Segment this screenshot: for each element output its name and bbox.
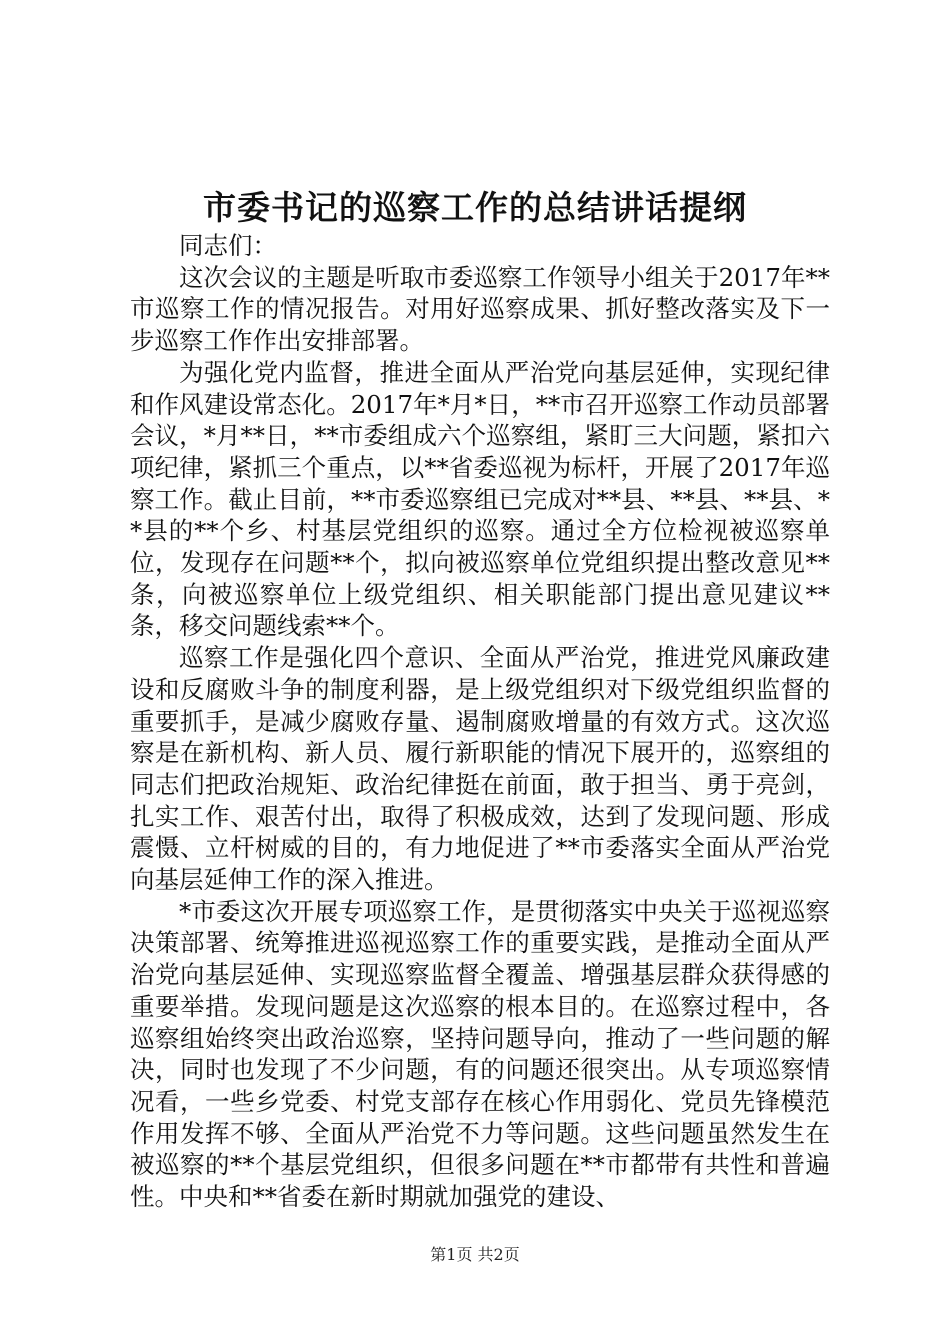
paragraph-1: 这次会议的主题是听取市委巡察工作领导小组关于2017年**市巡察工作的情况报告。对用好巡察成果、抓好整改落实及下一步巡察工作作出安排部署。	[130, 262, 830, 356]
document-body	[130, 230, 830, 1213]
page-footer: 第1页 共2页	[430, 1245, 520, 1264]
document-title: 市委书记的巡察工作的总结讲话提纲	[203, 188, 747, 227]
paragraph-4: *市委这次开展专项巡察工作，是贯彻落实中央关于巡视巡察决策部署、统筹推进巡视巡察工作的重要实践，是推动全面从严治党向基层延伸、实现巡察监督全覆盖、增强基层群众获得感的重要举措。发现问题是这次巡察的根本目的。在巡察过程中，各巡察组始终突出政治巡察，坚持问题导向，推动了一些问题的解决，同时也发现了不少问题，有的问题还很突出。从专项巡察情况看，一些乡党委、村党支部存在核心作用弱化、党员先锋模范作用发挥不够、全面从严治党不力等问题。这些问题虽然发生在被巡察的**个基层党组织，但很多问题在**市都带有共性和普遍性。中央和**省委在新时期就加强党的建设、	[130, 896, 830, 1212]
paragraph-2: 为强化党内监督，推进全面从严治党向基层延伸，实现纪律和作风建设常态化。2017年*月*日，**市召开巡察工作动员部署会议，*月**日，**市委组成六个巡察组，紧盯三大问题，紧扣六项纪律，紧抓三个重点，以**省委巡视为标杆，开展了2017年巡察工作。截止目前，**市委巡察组已完成对**县、**县、**县、**县的**个乡、村基层党组织的巡察。通过全方位检视被巡察单位，发现存在问题**个，拟向被巡察单位党组织提出整改意见**条，向被巡察单位上级党组织、相关职能部门提出意见建议**条，移交问题线索**个。	[130, 357, 830, 641]
greeting: 同志们：	[179, 231, 277, 260]
paragraph-3: 巡察工作是强化四个意识、全面从严治党，推进党风廉政建设和反腐败斗争的制度利器，是上级党组织对下级党组织监督的重要抓手，是减少腐败存量、遏制腐败增量的有效方式。这次巡察是在新机构、新人员、履行新职能的情况下展开的，巡察组的同志们把政治规矩、政治纪律挺在前面，敢于担当、勇于亮剑，扎实工作、艰苦付出，取得了积极成效，达到了发现问题、形成震慑、立杆树威的目的，有力地促进了**市委落实全面从严治党向基层延伸工作的深入推进。	[130, 643, 830, 895]
